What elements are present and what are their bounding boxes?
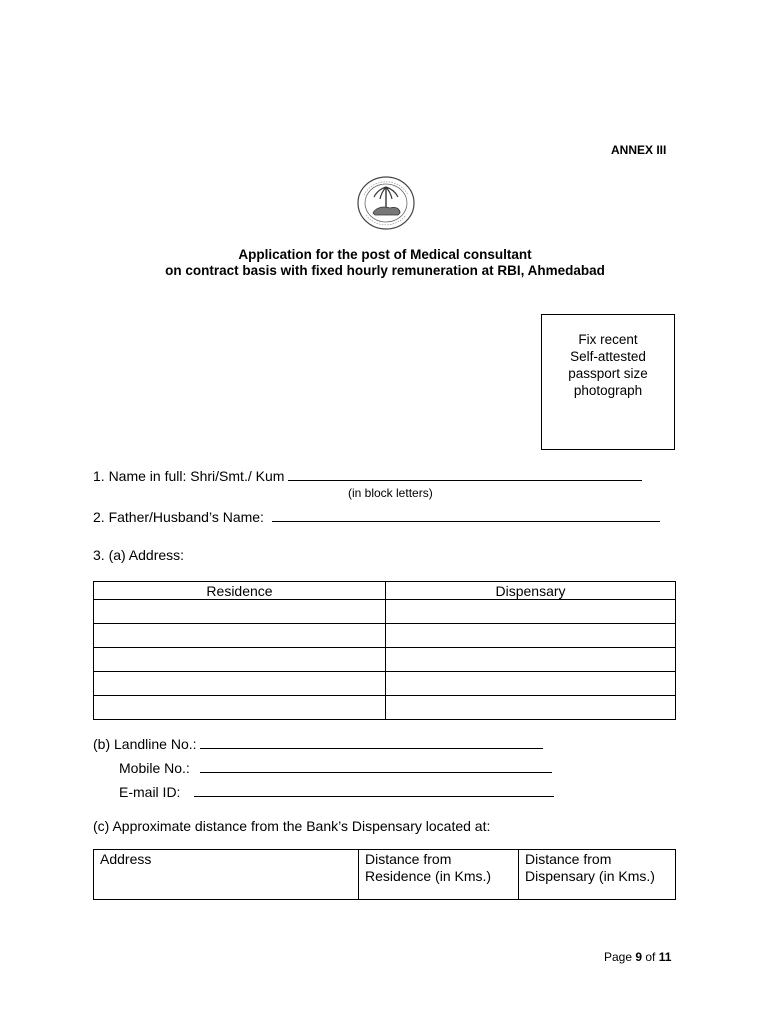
landline-field[interactable] <box>200 748 543 749</box>
name-hint: (in block letters) <box>348 486 433 500</box>
distance-header-address: Address <box>94 850 359 900</box>
email-row <box>119 784 554 800</box>
table-row <box>94 600 676 624</box>
landline-row <box>93 736 543 752</box>
email-field[interactable] <box>194 796 554 797</box>
address-table <box>93 581 676 720</box>
page-of: of <box>642 950 659 964</box>
table-row <box>94 850 676 900</box>
table-row <box>94 696 676 720</box>
father-label: 2. Father/Husband’s Name: <box>93 509 264 525</box>
address-header-dispensary: Dispensary <box>386 582 676 600</box>
form-title-line-1: Application for the post of Medical consultant <box>238 247 532 262</box>
name-label: 1. Name in full: Shri/Smt./ Kum <box>93 468 285 484</box>
email-label: E-mail ID: <box>119 784 181 800</box>
page-current: 9 <box>635 950 643 964</box>
mobile-field[interactable] <box>200 772 552 773</box>
residence-cell[interactable] <box>94 672 386 696</box>
table-row <box>94 624 676 648</box>
residence-cell[interactable] <box>94 624 386 648</box>
father-row <box>93 509 660 525</box>
residence-cell[interactable] <box>94 696 386 720</box>
address-header-residence: Residence <box>94 582 386 600</box>
dispensary-cell[interactable] <box>386 624 676 648</box>
dispensary-cell[interactable] <box>386 672 676 696</box>
address-label: 3. (a) Address: <box>93 547 185 563</box>
dispensary-cell[interactable] <box>386 696 676 720</box>
table-row <box>94 672 676 696</box>
form-title-line-2: on contract basis with fixed hourly remuneration at RBI, Ahmedabad <box>165 263 605 278</box>
photo-box-line-4: photograph <box>573 383 643 398</box>
name-field[interactable] <box>288 480 642 481</box>
name-row <box>93 468 642 484</box>
distance-table <box>93 849 676 900</box>
photo-box[interactable] <box>541 314 675 450</box>
residence-cell[interactable] <box>94 600 386 624</box>
photo-box-line-3: passport size <box>568 366 648 381</box>
photo-box-line-1: Fix recent <box>578 332 638 347</box>
table-row <box>94 648 676 672</box>
rbi-emblem-icon <box>356 175 416 231</box>
mobile-row <box>119 760 552 776</box>
page-number <box>604 950 671 964</box>
page-prefix: Page <box>604 950 636 964</box>
landline-label: (b) Landline No.: <box>93 736 197 752</box>
distance-label: (c) Approximate distance from the Bank’s Dispensary located at: <box>93 818 491 834</box>
residence-cell[interactable] <box>94 648 386 672</box>
distance-header-residence: Distance from Residence (in Kms.) <box>359 850 519 900</box>
dispensary-cell[interactable] <box>386 648 676 672</box>
dispensary-cell[interactable] <box>386 600 676 624</box>
distance-header-dispensary: Distance from Dispensary (in Kms.) <box>519 850 676 900</box>
photo-box-line-2: Self-attested <box>570 349 646 364</box>
page-total: 11 <box>658 950 672 964</box>
annex-label: ANNEX III <box>611 143 667 157</box>
father-field[interactable] <box>272 521 660 522</box>
mobile-label: Mobile No.: <box>119 760 190 776</box>
